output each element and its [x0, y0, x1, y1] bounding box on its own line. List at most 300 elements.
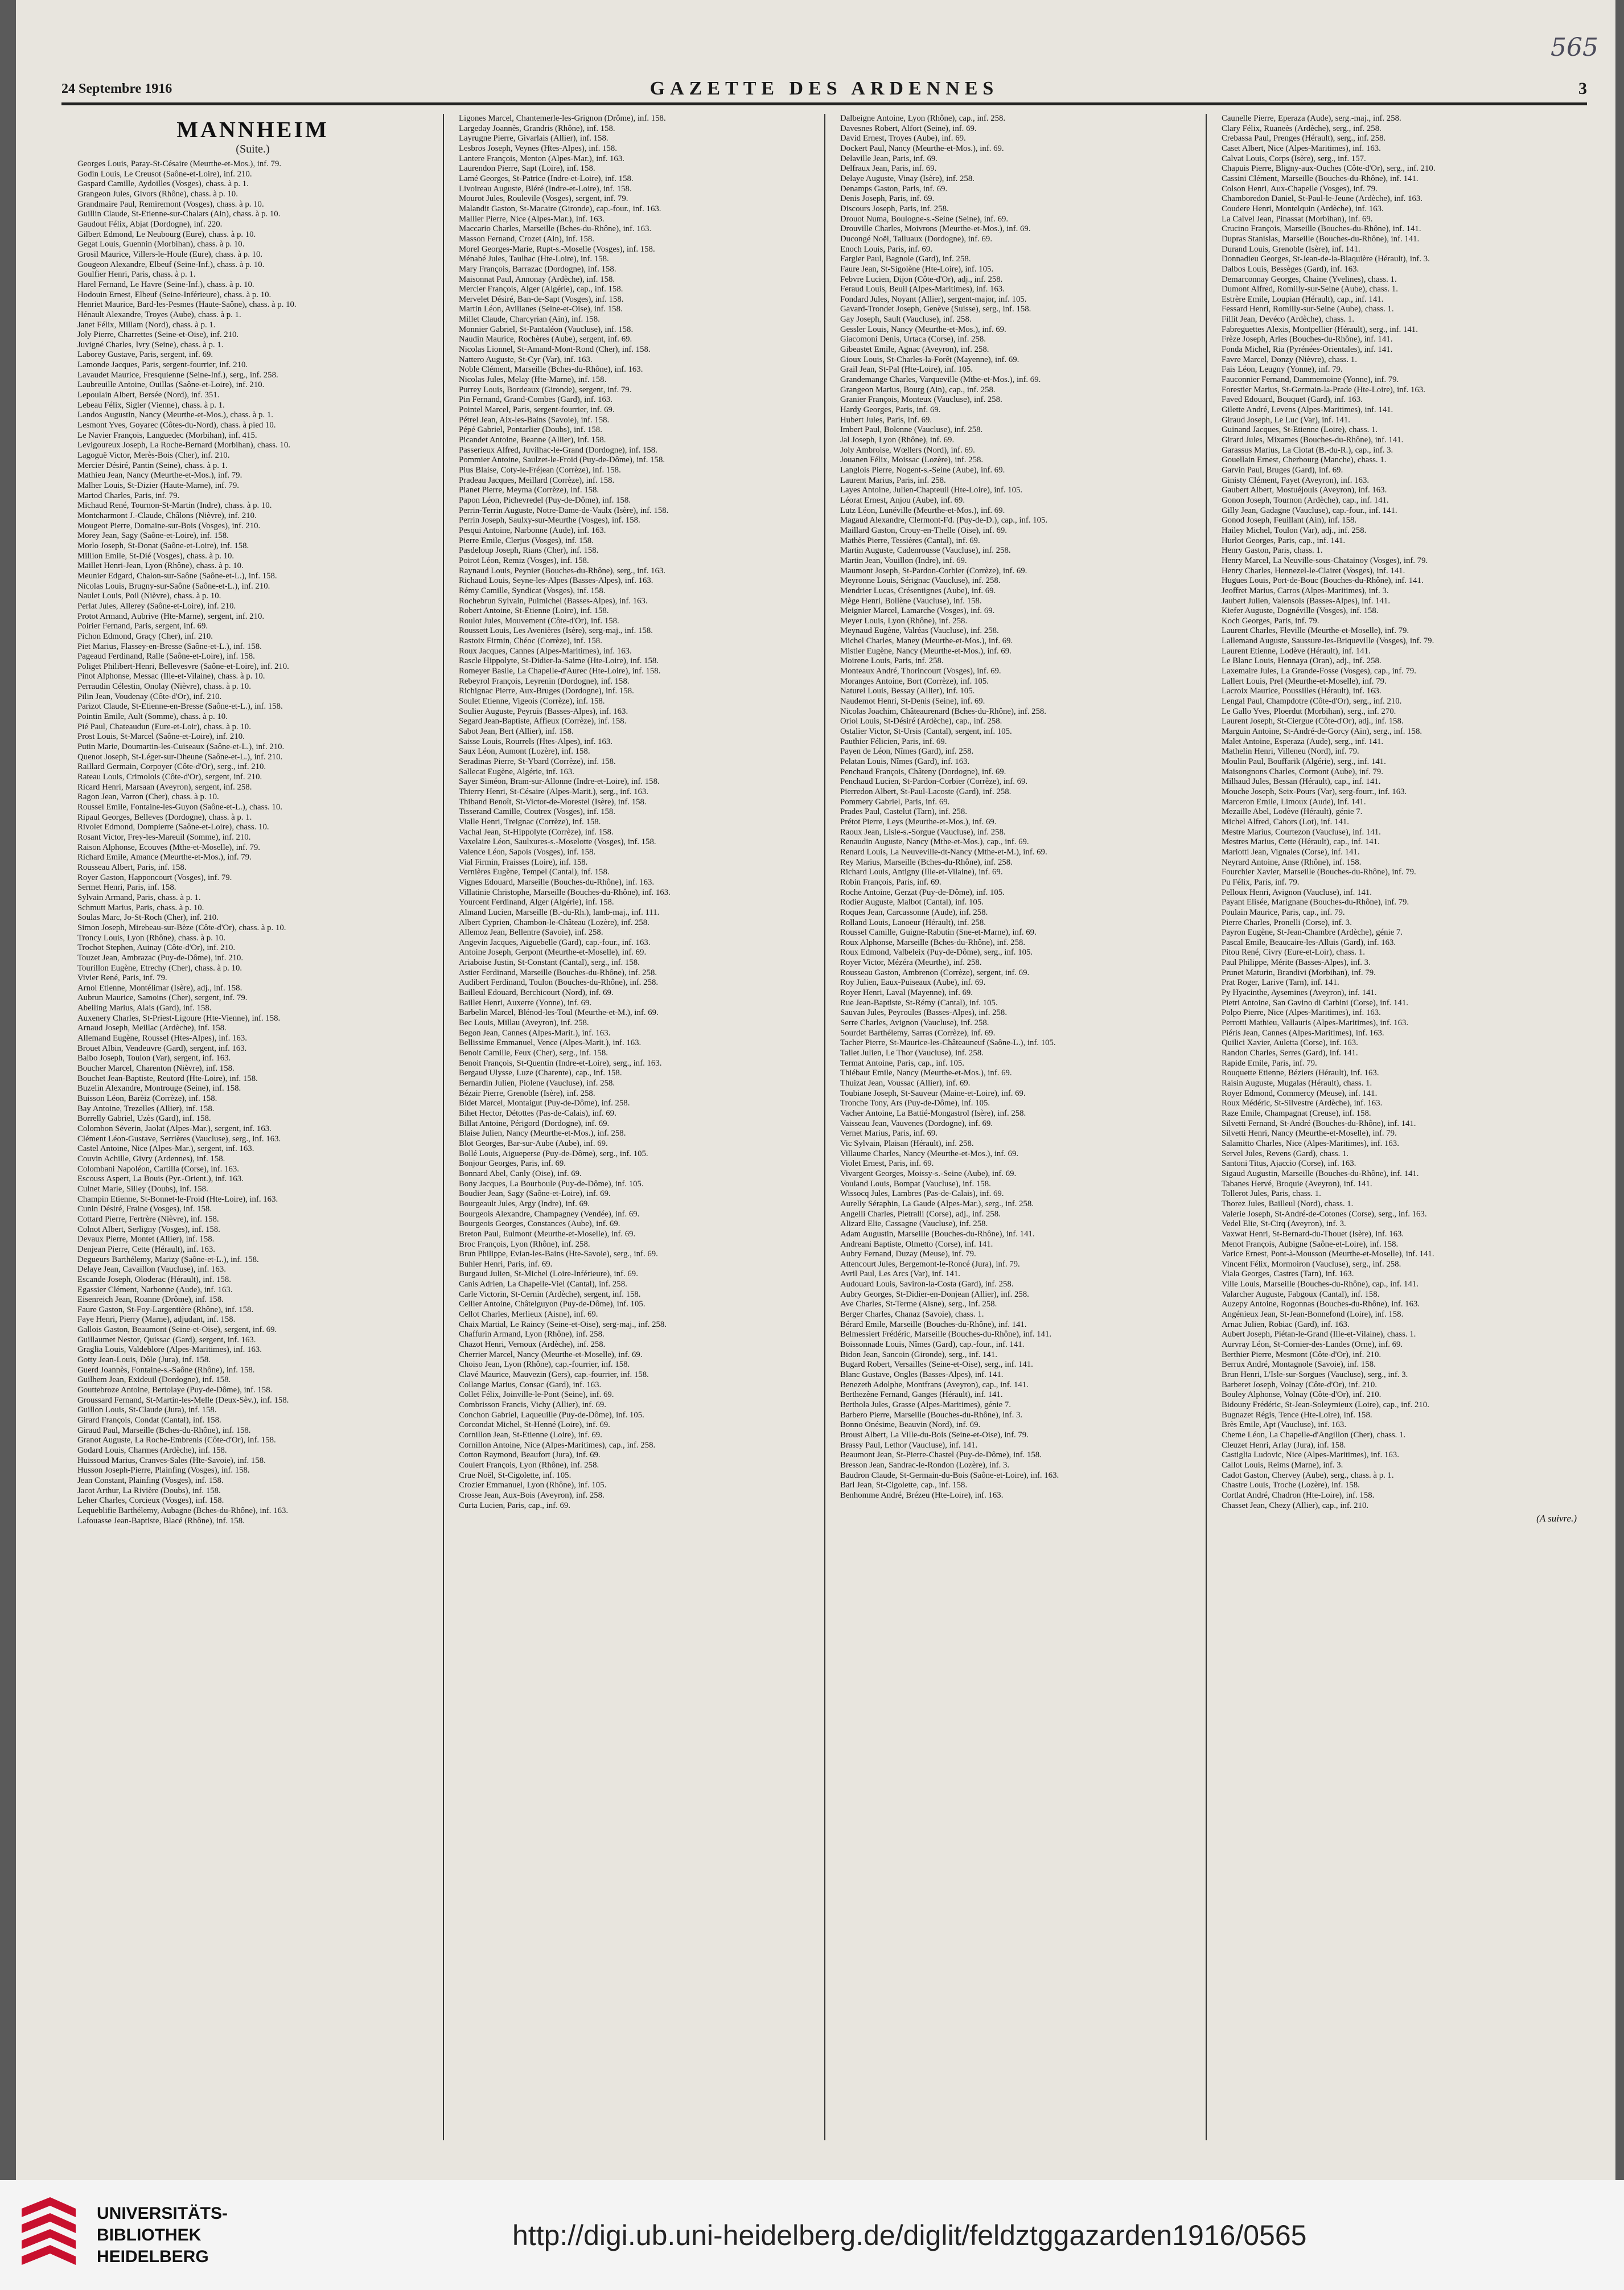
casualty-entry: Soulier Auguste, Peyruis (Basses-Alpes), inf. 163. [459, 706, 628, 716]
casualty-entry: Salamitto Charles, Nice (Alpes-Maritimes), inf. 163. [1222, 1138, 1399, 1148]
casualty-entry: Pichon Edmond, Graçy (Cher), inf. 210. [77, 631, 213, 641]
casualty-entry: Hugues Louis, Port-de-Bouc (Bouches-du-Rhône), inf. 141. [1222, 576, 1424, 586]
casualty-entry: Malandit Gaston, St-Macaire (Gironde), cap.-four., inf. 163. [459, 204, 661, 213]
casualty-entry: Aurelly Séraphin, La Gaude (Alpes-Mar.), serg., inf. 258. [840, 1199, 1034, 1208]
casualty-entry: Richaud Louis, Seyne-les-Alpes (Basses-Alpes), inf. 163. [459, 576, 653, 586]
casualty-entry: Payant Elisée, Marignane (Bouches-du-Rhône), inf. 79. [1222, 898, 1409, 907]
casualty-entry: Pelatan Louis, Nîmes (Gard), inf. 163. [840, 757, 970, 766]
casualty-entry: Girard Jules, Mixames (Bouches-du-Rhône), inf. 141. [1222, 435, 1404, 445]
casualty-entry: Pageaud Ferdinand, Ralle (Saône-et-Loire), inf. 158. [77, 652, 255, 661]
casualty-entry: Grangeon Jules, Givors (Rhône), chass. à p. 10. [77, 189, 238, 199]
casualty-entry: Ragon Jean, Varron (Cher), chass. à p. 10. [77, 792, 219, 802]
casualty-entry: Serre Charles, Avignon (Vaucluse), inf. 258. [840, 1018, 989, 1028]
casualty-entry: Pelloux Henri, Avignon (Vaucluse), inf. 141. [1222, 887, 1372, 897]
casualty-entry: Mariotti Jean, Vignales (Corse), inf. 141. [1222, 847, 1360, 857]
institution-name [97, 2203, 228, 2268]
casualty-entry: Guillon Louis, St-Claude (Jura), inf. 158. [77, 1405, 217, 1415]
casualty-entry: Roussel Emile, Fontaine-les-Guyon (Saône-et-L.), chass. 10. [77, 803, 282, 812]
casualty-entry: Michel Charles, Maney (Meurthe-et-Mos.), inf. 69. [840, 636, 1013, 646]
casualty-entry: Benezeth Adolphe, Montfrans (Aveyron), cap., inf. 141. [840, 1380, 1029, 1389]
casualty-entry: Buzelin Alexandre, Montrouge (Seine), inf. 158. [77, 1084, 241, 1093]
casualty-entry: Monnier Gabriel, St-Pantaléon (Vaucluse), inf. 158. [459, 324, 634, 334]
casualty-entry: Arnac Julien, Robiac (Gard), inf. 163. [1222, 1319, 1350, 1329]
casualty-entry: Léorat Ernest, Anjou (Aube), inf. 69. [840, 495, 965, 505]
casualty-entry: Pesqui Antoine, Narbonne (Aude), inf. 163. [459, 525, 606, 535]
casualty-entry: Poliget Philibert-Henri, Bellevesvre (Saône-et-Loire), inf. 210. [77, 661, 289, 671]
casualty-entry: Magaud Alexandre, Clermont-Fd. (Puy-de-D.), cap., inf. 105. [840, 516, 1048, 525]
casualty-entry: Mercier François, Alger (Algérie), cap., inf. 158. [459, 285, 623, 294]
casualty-entry: Simon Joseph, Mirebeau-sur-Bèze (Côte-d'Or), chass. à p. 10. [77, 923, 286, 932]
casualty-entry: Gonod Joseph, Feuillant (Ain), inf. 158. [1222, 516, 1357, 525]
casualty-entry: Roques Jean, Carcassonne (Aude), inf. 258. [840, 907, 988, 917]
casualty-entry: Cellot Charles, Merlieux (Aisne), inf. 69. [459, 1310, 598, 1319]
casualty-entry: Ligones Marcel, Chantemerle-les-Grignon (Drôme), inf. 158. [459, 114, 666, 123]
casualty-entry: Thiband Benoît, St-Victor-de-Morestel (Isère), inf. 158. [459, 797, 647, 807]
casualty-entry: Soulet Etienne, Vigeois (Corrèze), inf. 158. [459, 697, 605, 706]
casualty-entry: Giraud Joseph, Le Luc (Var), inf. 141. [1222, 415, 1350, 425]
casualty-entry: Protot Armand, Aubrive (Hte-Marne), sergent, inf. 210. [77, 611, 265, 621]
casualty-entry: Vivargent Georges, Moissy-s.-Seine (Aube), inf. 69. [840, 1169, 1017, 1178]
casualty-entry: Pu Félix, Paris, inf. 79. [1222, 877, 1300, 887]
casualty-entry: Troncy Louis, Lyon (Rhône), chass. à p. 10. [77, 933, 226, 943]
casualty-entry: Gessler Louis, Nancy (Meurthe-et-Mos.), inf. 69. [840, 324, 1006, 334]
casualty-entry: Antoine Joseph, Gerpont (Meurthe-et-Moselle), inf. 69. [459, 948, 647, 957]
casualty-entry: Milhaud Jules, Bessan (Hérault), cap., inf. 141. [1222, 777, 1381, 787]
casualty-entry: Grosil Maurice, Villers-le-Houle (Eure), chass. à p. 10. [77, 249, 263, 259]
casualty-entry: Bouley Alphonse, Volnay (Côte-d'Or), inf. 210. [1222, 1390, 1382, 1400]
casualty-entry: Attencourt Jules, Bergemont-le-Roncé (Jura), inf. 79. [840, 1259, 1020, 1269]
casualty-entry: Fargier Paul, Bagnole (Gard), inf. 258. [840, 254, 971, 264]
casualty-entry: Maccario Charles, Marseille (Bches-du-Rhône), inf. 163. [459, 224, 652, 234]
casualty-entry: Raillard Germain, Corpoyer (Côte-d'Or), serg., inf. 210. [77, 762, 266, 772]
casualty-entry: Valarcher Auguste, Fabgoux (Cantal), inf. 158. [1222, 1289, 1380, 1299]
casualty-entry: Malher Louis, St-Dizier (Haute-Marne), inf. 79. [77, 481, 239, 490]
casualty-entry: Jouanen Félix, Moissac (Lozère), inf. 258. [840, 455, 984, 465]
casualty-entry: Roussel Camille, Guigne-Rabutin (Sne-et-Marne), inf. 69. [840, 928, 1037, 938]
casualty-entry: Rémy Camille, Syndicat (Vosges), inf. 158. [459, 586, 606, 595]
casualty-entry: Audouard Louis, Saviron-la-Costa (Gard), inf. 258. [840, 1280, 1014, 1289]
casualty-entry: Bailleul Edouard, Berchicourt (Nord), inf. 69. [459, 988, 614, 998]
casualty-entry: Gioux Louis, St-Charles-la-Forêt (Mayenne), inf. 69. [840, 355, 1019, 364]
casualty-entry: Mistler Eugène, Nancy (Meurthe-et-Mos.), inf. 69. [840, 646, 1012, 656]
casualty-entry: Henriet Maurice, Bard-les-Pesmes (Haute-Saône), chass. à p. 10. [77, 300, 297, 310]
column-4 [1207, 114, 1588, 2140]
casualty-entry: Cheme Léon, La Chapelle-d'Angillon (Cher), chass. 1. [1222, 1430, 1406, 1440]
institution-line-3: HEIDELBERG [97, 2247, 209, 2266]
casualty-entry: Rouquette Etienne, Béziers (Hérault), inf. 163. [1222, 1068, 1379, 1078]
casualty-entry: Ménabé Jules, Taulhac (Hte-Loire), inf. 158. [459, 254, 609, 264]
casualty-entry: Cunin Désiré, Fraine (Vosges), inf. 158. [77, 1204, 212, 1214]
casualty-entry: Valerie Joseph, St-André-de-Cotones (Corse), serg., inf. 163. [1222, 1209, 1427, 1219]
casualty-entry: Gouttebroze Antoine, Bertolaye (Puy-de-Dôme), inf. 158. [77, 1385, 273, 1395]
casualty-entry: Pasdeloup Joseph, Rians (Cher), inf. 158. [459, 546, 599, 556]
casualty-entry: Bihet Hector, Détottes (Pas-de-Calais), inf. 69. [459, 1108, 616, 1118]
casualty-entry: Chaix Martial, Le Raincy (Seine-et-Oise), serg-maj., inf. 258. [459, 1319, 667, 1329]
casualty-entry: Barbero Pierre, Marseille (Bouches-du-Rhône), inf. 3. [840, 1410, 1023, 1420]
casualty-entry: Pépé Gabriel, Pontarlier (Doubs), inf. 158. [459, 425, 602, 435]
casualty-entry: Bidouny Frédéric, St-Jean-Soleymieux (Loire), cap., inf. 210. [1222, 1400, 1429, 1409]
casualty-entry: Collet Félix, Joinville-le-Pont (Seine), inf. 69. [459, 1390, 614, 1400]
casualty-entry: Bay Antoine, Trezelles (Allier), inf. 158. [77, 1104, 215, 1113]
casualty-entry: Brun Philippe, Evian-les-Bains (Hte-Savoie), serg., inf. 69. [459, 1249, 658, 1259]
casualty-entry: Fais Léon, Leugny (Yonne), inf. 79. [1222, 365, 1343, 375]
casualty-entry: Guinand Jacques, St-Etienne (Loire), chass. 1. [1222, 425, 1378, 435]
casualty-entry: Prat Roger, Larive (Tarn), inf. 141. [1222, 978, 1339, 988]
casualty-entry: Parizot Claude, St-Etienne-en-Bresse (Saône-et-L.), inf. 158. [77, 702, 283, 712]
casualty-entry: David Ernest, Troyes (Aube), inf. 69. [840, 134, 966, 143]
casualty-entry: Pianet Pierre, Meyma (Corrèze), inf. 158. [459, 486, 599, 495]
casualty-entry: Bonno Onésime, Beauvin (Nord), inf. 69. [840, 1420, 981, 1430]
casualty-entry: Ricard Henri, Marsaan (Aveyron), sergent, inf. 258. [77, 782, 252, 792]
casualty-entry: Borrelly Gabriel, Uzès (Gard), inf. 158. [77, 1114, 211, 1124]
casualty-entry: Mathieu Jean, Nancy (Meurthe-et-Mos.), inf. 79. [77, 471, 242, 480]
casualty-entry: Martin Léon, Avillanes (Seine-et-Oise), inf. 158. [459, 305, 623, 314]
casualty-entry: Gotty Jean-Louis, Dôle (Jura), inf. 158. [77, 1355, 211, 1365]
casualty-entry: Arnaud Joseph, Meillac (Ardèche), inf. 158. [77, 1023, 227, 1033]
casualty-entry: Breton Paul, Eulmont (Meurthe-et-Moselle), inf. 69. [459, 1229, 636, 1239]
casualty-entry: Tabanes Hervé, Broquie (Aveyron), inf. 141. [1222, 1179, 1372, 1189]
casualty-entry: Allemoz Jean, Bellentre (Savoie), inf. 258. [459, 928, 603, 938]
casualty-entry: Mallier Pierre, Nice (Alpes-Mar.), inf. 163. [459, 214, 605, 224]
institution-line-2: BIBLIOTHEK [97, 2226, 202, 2244]
casualty-entry: Gallois Gaston, Beaumont (Seine-et-Oise), sergent, inf. 69. [77, 1325, 277, 1335]
casualty-entry: Blaise Julien, Nancy (Meurthe-et-Mos.), inf. 258. [459, 1129, 626, 1138]
casualty-entry: Gaspard Camille, Aydoilles (Vosges), chass. à p. 1. [77, 179, 249, 189]
casualty-entry: Ville Louis, Marseille (Bouches-du-Rhône), cap., inf. 141. [1222, 1280, 1419, 1289]
casualty-entry: Rey Marius, Marseille (Bches-du-Rhône), inf. 258. [840, 857, 1013, 867]
casualty-entry: Boissonnade Louis, Nîmes (Gard), cap.-four., inf. 141. [840, 1340, 1025, 1350]
casualty-entry: Baudron Claude, St-Germain-du-Bois (Saône-et-Loire), inf. 163. [840, 1470, 1059, 1480]
casualty-entry: Tallet Julien, Le Thor (Vaucluse), inf. 258. [840, 1049, 984, 1058]
casualty-entry: Prétot Pierre, Leys (Meurthe-et-Mos.), inf. 69. [840, 817, 997, 827]
casualty-entry: Denjean Pierre, Cette (Hérault), inf. 163. [77, 1244, 216, 1254]
casualty-entry: Marguin Antoine, St-André-de-Gorcy (Ain), serg., inf. 158. [1222, 727, 1422, 737]
casualty-entry: Cleuzet Henri, Arlay (Jura), inf. 158. [1222, 1440, 1346, 1450]
university-library-logo-icon [10, 2192, 84, 2277]
casualty-entry: Guillin Claude, St-Etienne-sur-Chalars (Ain), chass. à p. 10. [77, 209, 281, 219]
casualty-entry: Blanc Gustave, Ongles (Basses-Alpes), inf. 141. [840, 1370, 1004, 1380]
casualty-entry: Noble Clément, Marseille (Bches-du-Rhône), inf. 163. [459, 365, 643, 375]
casualty-entry: Gilly Jean, Gadagne (Vaucluse), cap.-four., inf. 141. [1222, 505, 1397, 515]
casualty-entry: Henry Gaston, Paris, chass. 1. [1222, 546, 1323, 556]
casualty-entry: Berthezène Fernand, Ganges (Hérault), inf. 141. [840, 1390, 1003, 1400]
casualty-entry: Tourillon Eugène, Etrechy (Cher), chass. à p. 10. [77, 963, 242, 973]
casualty-entry: Bidet Marcel, Montaigut (Puy-de-Dôme), inf. 258. [459, 1099, 630, 1108]
casualty-entry: Faved Edouard, Bouquet (Gard), inf. 163. [1222, 395, 1363, 405]
casualty-entry: Cassini Clément, Marseille (Bouches-du-Rhône), inf. 141. [1222, 174, 1419, 183]
casualty-entry: Albert Cyprien, Chambon-le-Château (Lozère), inf. 258. [459, 918, 649, 927]
casualty-entry: Roux Edmond, Valbeleix (Puy-de-Dôme), serg., inf. 105. [840, 948, 1033, 957]
casualty-entry: La Calvel Jean, Pinassat (Morbihan), inf. 69. [1222, 214, 1373, 224]
casualty-entry: Millet Claude, Charcyrian (Ain), inf. 158. [459, 315, 600, 324]
casualty-entry: Grail Jean, St-Pal (Hte-Loire), inf. 105. [840, 365, 973, 375]
casualty-entry: Baillet Henri, Auxerre (Yonne), inf. 69. [459, 998, 592, 1008]
casualty-entry: Lutz Léon, Lunéville (Meurthe-et-Mos.), inf. 69. [840, 505, 1005, 515]
casualty-entry: Castel Antoine, Nice (Alpes-Mar.), sergent, inf. 163. [77, 1144, 254, 1154]
casualty-entry: Vial Firmin, Fraisses (Loire), inf. 158. [459, 857, 588, 867]
casualty-entry: Morlo Joseph, St-Donat (Saône-et-Loire), inf. 158. [77, 541, 249, 550]
casualty-entry: Billat Antoine, Périgord (Dordogne), inf. 69. [459, 1119, 610, 1128]
casualty-entry: Gouellain Ernest, Cherbourg (Manche), chass. 1. [1222, 455, 1387, 465]
casualty-entry: Hardy Georges, Paris, inf. 69. [840, 405, 941, 415]
casualty-entry: Brun Henri, L'Isle-sur-Sorgues (Vaucluse), serg., inf. 3. [1222, 1370, 1408, 1380]
casualty-entry: Paul Philippe, Mérite (Basses-Alpes), inf. 3. [1222, 958, 1371, 968]
casualty-entry: Le Blanc Louis, Hennaya (Oran), adj., inf. 258. [1222, 656, 1382, 666]
casualty-entry: Ave Charles, St-Terme (Aisne), serg., inf. 258. [840, 1300, 997, 1309]
newspaper-title: GAZETTE DES ARDENNES [649, 78, 999, 99]
casualty-entry: Culnet Marie, Silley (Doubs), inf. 158. [77, 1184, 208, 1194]
casualty-entry: Lafouasse Jean-Baptiste, Blacé (Rhône), inf. 158. [77, 1516, 245, 1526]
casualty-entry: Coudere Henri, Montelquin (Ardèche), inf. 163. [1222, 204, 1384, 213]
casualty-entry: Pointel Marcel, Paris, sergent-fourrier, inf. 69. [459, 405, 615, 415]
casualty-entry: Guilhem Jean, Exideuil (Dordogne), inf. 158. [77, 1375, 231, 1385]
casualty-entry: Naturel Louis, Bessay (Allier), inf. 105. [840, 686, 975, 696]
casualty-entry: Raison Alphonse, Ecouves (Mthe-et-Moselle), inf. 79. [77, 842, 260, 852]
casualty-entry: Pierredon Albert, St-Paul-Lacoste (Gard), inf. 258. [840, 787, 1012, 796]
casualty-entry: Colombon Séverin, Jaolat (Alpes-Mar.), sergent, inf. 163. [77, 1124, 272, 1133]
casualty-entry: Bourgeois Georges, Constances (Aube), inf. 69. [459, 1219, 620, 1229]
casualty-entry: Violet Ernest, Paris, inf. 69. [840, 1159, 934, 1169]
casualty-entry: Choiso Jean, Lyon (Rhône), cap.-fourrier, inf. 158. [459, 1360, 630, 1370]
casualty-entry: Mezaille Abel, Lodève (Hérault), génie 7. [1222, 807, 1363, 817]
casualty-entry: Dupras Stanislas, Marseille (Bouches-du-Rhône), inf. 141. [1222, 234, 1420, 244]
casualty-entry: Sayer Siméon, Bram-sur-Allonne (Indre-et-Loire), inf. 158. [459, 777, 660, 787]
casualty-entry: Renard Louis, La Neuveville-dt-Nancy (Mthe-et-M.), inf. 69. [840, 847, 1047, 857]
casualty-entry: Tollerot Jules, Paris, chass. 1. [1222, 1189, 1321, 1199]
casualty-entry: Mège Henri, Bollène (Vaucluse), inf. 158. [840, 596, 982, 606]
casualty-entry: Auzepy Antoine, Rogonnas (Bouches-du-Rhône), inf. 163. [1222, 1300, 1420, 1309]
casualty-entry: Guillaumet Nestor, Quissac (Gard), sergent, inf. 163. [77, 1335, 256, 1345]
casualty-entry: Escouss Aspert, La Bouis (Pyr.-Orient.), inf. 163. [77, 1174, 244, 1184]
casualty-entry: Vaisseau Jean, Vauvenes (Dordogne), inf. 69. [840, 1119, 993, 1128]
casualty-entry: Sallecat Eugène, Algérie, inf. 163. [459, 767, 574, 776]
casualty-entry: Laxemaire Jules, La Grande-Fosse (Vosges), cap., inf. 79. [1222, 667, 1417, 676]
casualty-entry: Maillard Gaston, Crouy-en-Thelle (Oise), inf. 69. [840, 525, 1007, 535]
casualty-entry: Huissoud Marius, Cranves-Sales (Hte-Savoie), inf. 158. [77, 1456, 266, 1465]
casualty-entry: Feraud Louis, Beuil (Alpes-Maritimes), inf. 163. [840, 285, 1005, 294]
casualty-entry: Lavaudet Maurice, Fresquienne (Seine-Inf.), serg., inf. 258. [77, 370, 278, 380]
casualty-entry: Abeiling Marius, Alais (Gard), inf. 158. [77, 1004, 212, 1013]
casualty-entry: Pommier Antoine, Saulzet-le-Froid (Puy-de-Dôme), inf. 158. [459, 455, 665, 465]
casualty-entry: Silvetti Fernand, St-André (Bouches-du-Rhône), inf. 141. [1222, 1119, 1416, 1128]
casualty-entry: Randon Charles, Serres (Gard), inf. 141. [1222, 1049, 1358, 1058]
casualty-entry: Nicolas Lionnel, St-Amand-Mont-Rond (Cher), inf. 158. [459, 345, 651, 355]
casualty-entry: Perlat Jules, Allerey (Saône-et-Loire), inf. 210. [77, 601, 236, 611]
casualty-entry: Beaumont Jean, St-Pierre-Chastel (Puy-de-Dôme), inf. 158. [840, 1450, 1042, 1460]
casualty-entry: Broc François, Lyon (Rhône), inf. 258. [459, 1239, 590, 1249]
casualty-entry: Laborey Gustave, Paris, sergent, inf. 69. [77, 350, 213, 360]
casualty-entry: Davesnes Robert, Alfort (Seine), inf. 69. [840, 124, 977, 133]
casualty-entry: Cornillon Jean, St-Etienne (Loire), inf. 69. [459, 1430, 602, 1440]
casualty-entry: Callot Louis, Reims (Marne), inf. 3. [1222, 1460, 1343, 1470]
casualty-entry: Prost Louis, St-Marcel (Saône-et-Loire), inf. 210. [77, 732, 245, 742]
casualty-entry: Jean Constant, Plainfing (Vosges), inf. 158. [77, 1475, 224, 1485]
casualty-entry: Perrin Joseph, Saulxy-sur-Meurthe (Vosges), inf. 158. [459, 516, 640, 525]
casualty-entry: Gilbert Edmond, Le Neubourg (Eure), chass. à p. 10. [77, 229, 256, 239]
casualty-entry: Bourgeault Jules, Argy (Indre), inf. 69. [459, 1199, 590, 1208]
casualty-entry: Canis Adrien, La Chapelle-Viel (Cantal), inf. 258. [459, 1280, 627, 1289]
casualty-entry: Dumont Alfred, Romilly-sur-Seine (Aube), chass. 1. [1222, 285, 1398, 294]
casualty-entry: Morel Georges-Marie, Rupt-s.-Moselle (Vosges), inf. 158. [459, 244, 655, 254]
casualty-entry: Pauthier Félicien, Paris, inf. 69. [840, 737, 947, 746]
casualty-entry: Langlois Pierre, Nogent-s.-Seine (Aube), inf. 69. [840, 465, 1005, 475]
casualty-entry: Gaudout Félix, Abjat (Dordogne), inf. 220. [77, 219, 223, 229]
casualty-entry: Dockert Paul, Nancy (Meurthe-et-Mos.), inf. 69. [840, 143, 1004, 153]
casualty-entry: Crue Noël, St-Cigolette, inf. 105. [459, 1470, 572, 1480]
casualty-entry: Joly Ambroise, Wœllers (Nord), inf. 69. [840, 445, 975, 455]
casualty-entry: Masson Fernand, Crozet (Ain), inf. 158. [459, 234, 594, 244]
casualty-entry: Laurent Joseph, St-Ciergue (Côte-d'Or), adj., inf. 158. [1222, 717, 1404, 726]
casualty-entry: Chaffurin Armand, Lyon (Rhône), inf. 258. [459, 1330, 605, 1339]
casualty-entry: Hénault Alexandre, Troyes (Aube), chass. à p. 1. [77, 310, 241, 319]
casualty-entry: Almand Lucien, Marseille (B.-du-Rh.), lamb-maj., inf. 111. [459, 907, 660, 917]
casualty-entry: Aurvray Léon, St-Cornier-des-Landes (Orne), inf. 69. [1222, 1340, 1403, 1350]
casualty-entry: Angénieux Jean, St-Jean-Bonnefond (Loire), inf. 158. [1222, 1310, 1404, 1319]
casualty-entry: Mathelin Henri, Villeneu (Nord), inf. 79. [1222, 747, 1359, 757]
casualty-entry: Tacher Pierre, St-Maurice-les-Châteauneuf (Saône-L.), inf. 105. [840, 1038, 1056, 1048]
casualty-entry: Leher Charles, Corcieux (Vosges), inf. 158. [77, 1496, 224, 1506]
casualty-entry: Gaubert Albert, Mostuéjouls (Aveyron), inf. 163. [1222, 486, 1387, 495]
casualty-entry: Lallert Louis, Prel (Meurthe-et-Moselle), inf. 79. [1222, 676, 1387, 686]
casualty-entry: Gibeastet Emile, Agnac (Aveyron), inf. 258. [840, 345, 989, 355]
casualty-entry: Rascle Hippolyte, St-Didier-la-Saime (Hte-Loire), inf. 158. [459, 656, 659, 666]
casualty-entry: Rivolet Edmond, Dompierre (Saône-et-Loire), chass. 10. [77, 823, 269, 832]
casualty-entry: Sourdet Barthélemy, Sarras (Corrèze), inf. 69. [840, 1028, 996, 1038]
casualty-entry: Durand Louis, Grenoble (Isère), inf. 141. [1222, 244, 1360, 254]
casualty-entry: Nattero Auguste, St-Cyr (Var), inf. 163. [459, 355, 593, 364]
casualty-entry: Bourgeois Alexandre, Champagney (Vendée), inf. 69. [459, 1209, 640, 1219]
casualty-entry: Barberet Joseph, Volnay (Côte-d'Or), inf. 210. [1222, 1380, 1377, 1389]
casualty-entry: Robert Antoine, St-Etienne (Loire), inf. 158. [459, 606, 609, 616]
casualty-entry: Yourcent Ferdinand, Alger (Algérie), inf. 158. [459, 898, 614, 907]
casualty-entry: Crucino François, Marseille (Bouches-du-Rhône), inf. 141. [1222, 224, 1421, 234]
casualty-entry: Drouville Charles, Moivrons (Meurthe-et-Mos.), inf. 69. [840, 224, 1031, 234]
casualty-entry: Pétrel Jean, Aix-les-Bains (Savoie), inf. 158. [459, 415, 610, 425]
casualty-entry: Favre Marcel, Donzy (Nièvre), chass. 1. [1222, 355, 1357, 364]
casualty-entry: Mathès Pierre, Tessières (Cantal), inf. 69. [840, 536, 980, 545]
casualty-entry: Rapide Emile, Paris, inf. 79. [1222, 1058, 1317, 1068]
casualty-entry: Perrin-Terrin Auguste, Notre-Dame-de-Vaulx (Isère), inf. 158. [459, 505, 669, 515]
casualty-entry: Pinot Alphonse, Messac (Ille-et-Vilaine), chass. à p. 10. [77, 672, 265, 681]
casualty-entry: Cornillon Antoine, Nice (Alpes-Maritimes), cap., inf. 258. [459, 1440, 656, 1450]
casualty-entry: Cottard Pierre, Fertrère (Nièvre), inf. 158. [77, 1214, 219, 1224]
casualty-entry: Menot François, Aubigne (Saône-et-Loire), inf. 158. [1222, 1239, 1399, 1249]
casualty-entry: Bollé Louis, Aigueperse (Puy-de-Dôme), serg., inf. 105. [459, 1149, 648, 1158]
casualty-entry: Maisonnat Paul, Annonay (Ardèche), inf. 158. [459, 274, 615, 284]
casualty-entry: Lebeau Félix, Sigler (Vienne), chass. à p. 1. [77, 400, 225, 410]
casualty-entry: Henry Charles, Hennezel-le-Clairet (Vosges), inf. 141. [1222, 566, 1405, 575]
casualty-entry: Villaume Charles, Nancy (Meurthe-et-Mos.), inf. 69. [840, 1149, 1019, 1158]
casualty-entry: Rateau Louis, Crimolois (Côte-d'Or), sergent, inf. 210. [77, 772, 262, 782]
casualty-entry: Layrugne Pierre, Givarlais (Allier), inf. 158. [459, 134, 609, 143]
casualty-entry: Dalbos Louis, Bessèges (Gard), inf. 163. [1222, 264, 1359, 274]
casualty-entry: Garvin Paul, Bruges (Gard), inf. 69. [1222, 465, 1343, 475]
casualty-entry: Bellissime Emmanuel, Vence (Alpes-Marit.), inf. 163. [459, 1038, 642, 1048]
casualty-entry: Roulot Jules, Mouvement (Côte-d'Or), inf. 158. [459, 616, 619, 626]
casualty-entry: Donnadieu Georges, St-Jean-de-la-Blaquière (Hérault), inf. 3. [1222, 254, 1430, 264]
casualty-entry: Buisson Léon, Barèiz (Corrèze), inf. 158. [77, 1094, 217, 1104]
casualty-entry: Martin Auguste, Cadenrousse (Vaucluse), inf. 258. [840, 546, 1011, 556]
casualty-entry: Denis Joseph, Paris, inf. 69. [840, 194, 935, 204]
casualty-entry: Carle Victorin, St-Cernin (Ardèche), sergent, inf. 158. [459, 1289, 641, 1299]
casualty-entry: Cortlat André, Chadron (Hte-Loire), inf. 158. [1222, 1490, 1375, 1500]
casualty-entry: Ariaboise Justin, St-Constant (Cantal), serg., inf. 158. [459, 958, 640, 968]
casualty-entry: Burgaud Julien, St-Michel (Loire-Inférieure), inf. 69. [459, 1269, 638, 1279]
casualty-entry: Boudier Jean, Sagy (Saône-et-Loire), inf. 69. [459, 1189, 611, 1199]
casualty-entry: Audibert Ferdinand, Toulon (Bouches-du-Rhône), inf. 258. [459, 978, 659, 988]
casualty-entry: Vedel Elie, St-Cirq (Aveyron), inf. 3. [1222, 1219, 1346, 1229]
casualty-entry: Cherrier Marcel, Nancy (Meurthe-et-Moselle), inf. 69. [459, 1350, 643, 1359]
casualty-entry: Estrère Emile, Loupian (Hérault), cap., inf. 141. [1222, 294, 1384, 304]
entry-list-4 [1214, 114, 1581, 1511]
casualty-entry: Pierre Charles, Pronelli (Corse), inf. 3. [1222, 918, 1352, 927]
casualty-entry: Benhomme André, Brézeu (Hte-Loire), inf. 163. [840, 1490, 1004, 1500]
casualty-entry: Soulas Marc, Jo-St-Roch (Cher), inf. 210. [77, 913, 219, 923]
casualty-entry: Roche Antoine, Gerzat (Puy-de-Dôme), inf. 105. [840, 887, 1005, 897]
casualty-entry: Gougeon Alexandre, Elbeuf (Seine-Inf.), chass. à p. 10. [77, 260, 265, 269]
casualty-entry: Begon Jean, Cannes (Alpes-Marit.), inf. 163. [459, 1028, 611, 1038]
casualty-entry: Avril Paul, Les Arcs (Var), inf. 141. [840, 1269, 960, 1279]
casualty-entry: Belmessiert Frédéric, Marseille (Bouches-du-Rhône), inf. 141. [840, 1330, 1052, 1339]
casualty-entry: Boucher Marcel, Charenton (Nièvre), inf. 158. [77, 1064, 235, 1074]
casualty-entry: Mourot Jules, Roulevile (Vosges), sergent, inf. 79. [459, 194, 628, 204]
casualty-entry: Castiglia Ludovic, Nice (Alpes-Maritimes), inf. 163. [1222, 1450, 1399, 1460]
casualty-entry: Bidon Jean, Sancoin (Gironde), serg., inf. 141. [840, 1350, 997, 1359]
casualty-entry: Lagoguë Victor, Merès-Bois (Cher), inf. 210. [77, 451, 230, 461]
casualty-entry: Corcondat Michel, St-Henné (Loire), inf. 69. [459, 1420, 610, 1430]
casualty-entry: Groussard Fernand, St-Martin-les-Melle (Deux-Sèv.), inf. 158. [77, 1395, 289, 1405]
casualty-entry: Rue Jean-Baptiste, St-Rémy (Cantal), inf. 105. [840, 998, 998, 1008]
casualty-entry: Santoni Titus, Ajaccio (Corse), inf. 163. [1222, 1159, 1356, 1169]
casualty-entry: Bugnazet Régis, Tence (Hte-Loire), inf. 158. [1222, 1410, 1372, 1420]
casualty-entry: Devaux Pierre, Montet (Allier), inf. 158. [77, 1235, 215, 1244]
casualty-entry: Bernardin Julien, Piolene (Vaucluse), inf. 258. [459, 1079, 615, 1088]
casualty-entry: Largeday Joannès, Grandris (Rhône), inf. 158. [459, 124, 615, 133]
casualty-entry: Servel Jules, Revens (Gard), chass. 1. [1222, 1149, 1349, 1158]
casualty-entry: Nicolas Jules, Melay (Hte-Marne), inf. 158. [459, 375, 607, 385]
casualty-entry: Royer Edmond, Commercy (Meuse), inf. 141. [1222, 1088, 1378, 1098]
casualty-entry: Combrisson Francis, Vichy (Allier), inf. 69. [459, 1400, 606, 1409]
casualty-entry: Clavé Maurice, Mauvezin (Gers), cap.-fourrier, inf. 158. [459, 1370, 649, 1380]
casualty-entry: Lacroix Maurice, Poussilles (Hérault), inf. 163. [1222, 686, 1382, 696]
casualty-entry: Naulet Louis, Poil (Nièvre), chass. à p. 10. [77, 591, 221, 601]
casualty-entry: Couvin Achille, Givry (Ardennes), inf. 158. [77, 1154, 225, 1163]
casualty-entry: Martin Jean, Vouillon (Indre), inf. 69. [840, 556, 967, 565]
casualty-entry: Juvigné Charles, Ivry (Seine), chass. à p. 1. [77, 340, 224, 350]
casualty-entry: Chazot Henri, Vernoux (Ardèche), inf. 258. [459, 1340, 606, 1350]
casualty-entry: Conchon Gabriel, Laqueuille (Puy-de-Dôme), inf. 105. [459, 1410, 644, 1420]
continuation-note: (A suivre.) [1536, 1513, 1577, 1524]
casualty-entry: Bonnard Abel, Canly (Oise), inf. 69. [459, 1169, 582, 1178]
casualty-entry: Malet Antoine, Esperaza (Aude), serg., inf. 141. [1222, 737, 1384, 746]
casualty-entry: Papon Léon, Pichevredel (Puy-de-Dôme), inf. 158. [459, 495, 631, 505]
casualty-entry: Lamonde Jacques, Paris, sergent-fourrier, inf. 210. [77, 360, 248, 370]
casualty-entry: Landos Augustin, Nancy (Meurthe-et-Mos.), chass. à p. 1. [77, 410, 273, 420]
casualty-entry: Godard Louis, Charmes (Ardèche), inf. 158. [77, 1446, 227, 1455]
casualty-entry: Moirene Louis, Paris, inf. 258. [840, 656, 944, 666]
casualty-entry: Henry Marcel, La Neuville-sous-Chatainoy (Vosges), inf. 79. [1222, 556, 1428, 565]
casualty-entry: Vialle Henri, Treignac (Corrèze), inf. 158. [459, 817, 601, 827]
casualty-entry: Roussett Louis, Les Avenières (Isère), serg-maj., inf. 158. [459, 626, 653, 636]
casualty-entry: Fauconnier Fernand, Dammemoine (Yonne), inf. 79. [1222, 375, 1399, 385]
casualty-entry: Hodouin Ernest, Elbeuf (Seine-Inférieure), chass. à p. 10. [77, 290, 272, 299]
permalink-url[interactable]: http://digi.ub.uni-heidelberg.de/diglit/feldztggazarden1916/0565 [512, 2219, 1307, 2251]
institution-line-1: UNIVERSITÄTS- [97, 2204, 228, 2223]
casualty-entry: Jal Joseph, Lyon (Rhône), inf. 69. [840, 435, 955, 445]
casualty-entry: Putin Marie, Doumartin-les-Cuiseaux (Saône-et-L.), inf. 210. [77, 742, 285, 752]
casualty-entry: Fonda Michel, Ria (Pyrénées-Orientales), inf. 141. [1222, 345, 1393, 355]
casualty-entry: Ginisty Clément, Fayet (Aveyron), inf. 163. [1222, 475, 1370, 485]
